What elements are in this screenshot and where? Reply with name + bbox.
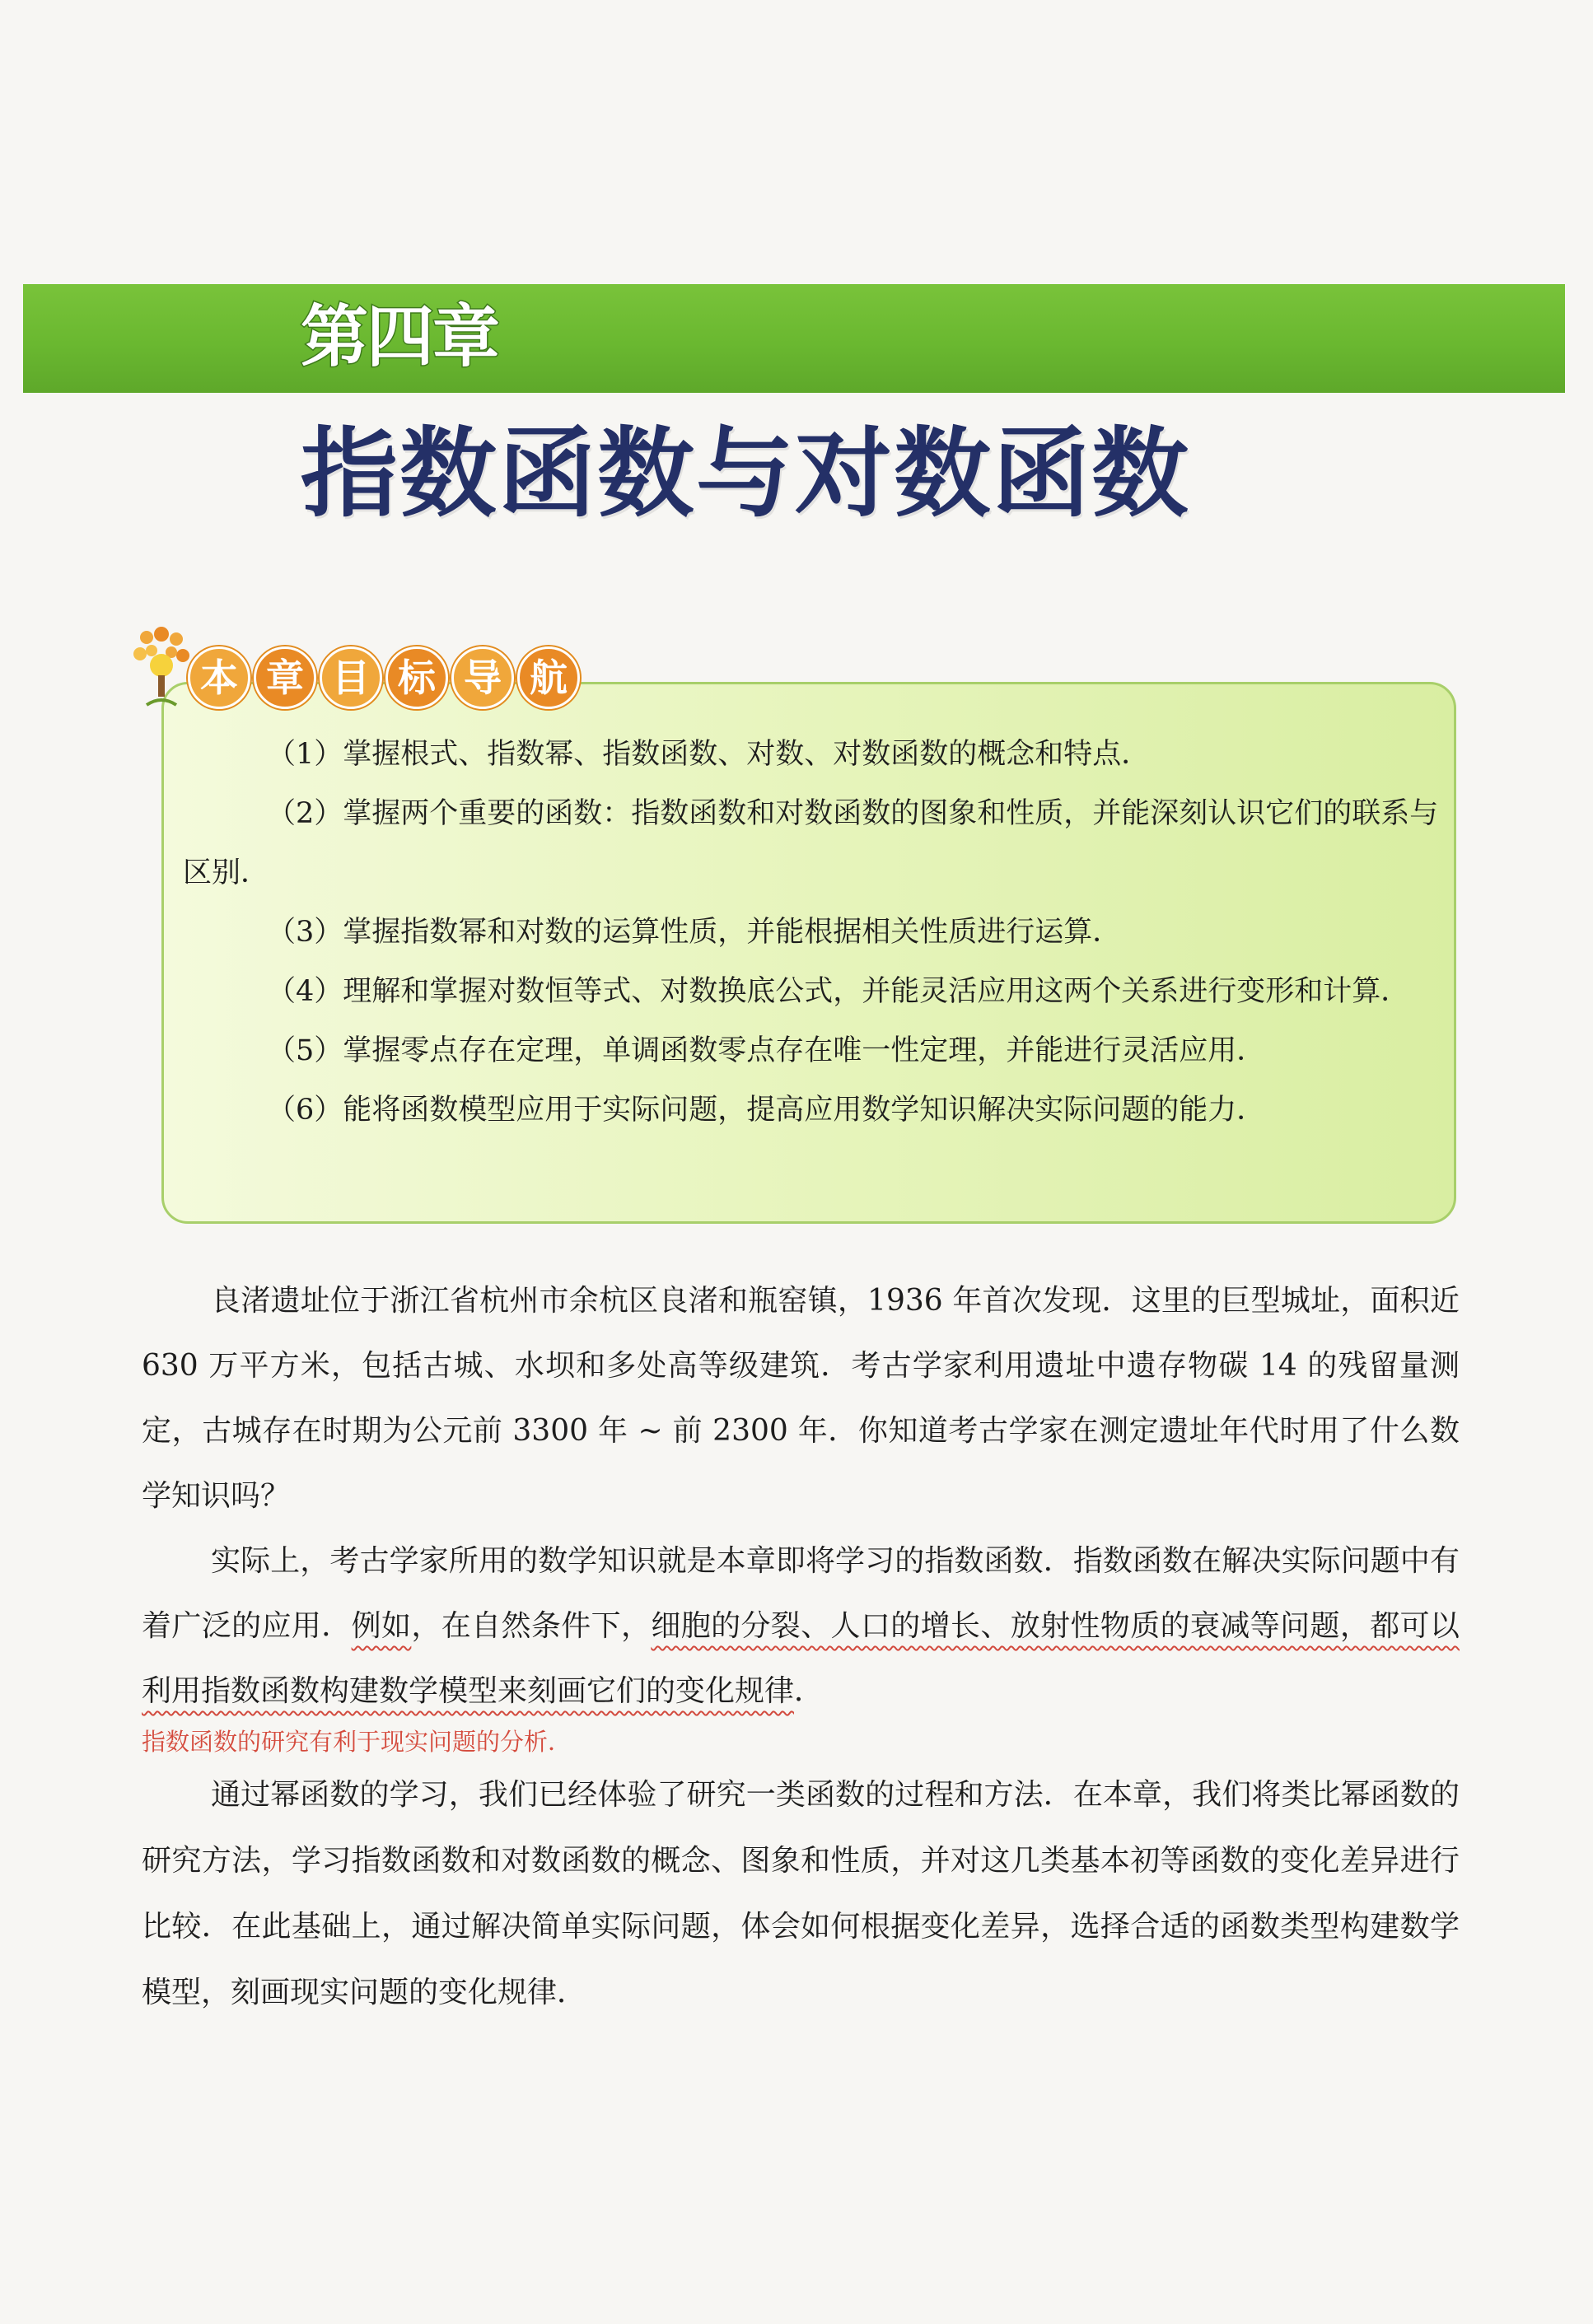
tree-icon [130, 626, 194, 712]
goal-item: （5）掌握零点存在定理，单调函数零点存在唯一性定理，并能进行灵活应用． [267, 1034, 1266, 1067]
goals-header-char: 导 [451, 646, 514, 709]
marked-text: 细胞的分裂、人口的增长、放射性物质的衰减等问题，都可以利用指数函数构建数学模型来刻画它们的变化规律 [142, 1609, 1460, 1708]
intro-text [142, 1268, 1460, 1724]
goals-header [188, 646, 580, 709]
goal-item: （2）掌握两个重要的函数：指数函数和对数函数的图象和性质，并能深刻认识它们的联系与区别． [183, 797, 1439, 889]
goal-item: （6）能将函数模型应用于实际问题，提高应用数学知识解决实际问题的能力． [267, 1094, 1266, 1127]
paragraph-text: ，在自然条件下， [411, 1609, 652, 1643]
paragraph [142, 1528, 1460, 1724]
goals-list [183, 725, 1443, 1140]
annotation-note: 指数函数的研究有利于现实问题的分析． [142, 1728, 572, 1756]
goal-item: （3）掌握指数幂和对数的运算性质，并能根据相关性质进行运算． [267, 916, 1122, 949]
paragraph: 通过幂函数的学习，我们已经体验了研究一类函数的过程和方法．在本章，我们将类比幂函数的研究方法，学习指数函数和对数函数的概念、图象和性质，并对这几类基本初等函数的变化差异进行比较．在此基础上，通过解决简单实际问题，体会如何根据变化差异，选择合适的函数类型构建数学模型，刻画现实问题的变化规律． [142, 1778, 1460, 2009]
marked-text: 例如 [351, 1609, 412, 1643]
chapter-label: 第四章 [301, 298, 499, 376]
goal-item: （4）理解和掌握对数恒等式、对数换底公式，并能灵活应用这两个关系进行变形和计算． [267, 975, 1410, 1008]
goals-header-char: 本 [188, 646, 250, 709]
goals-header-char: 标 [385, 646, 448, 709]
chapter-banner [23, 284, 1565, 393]
paragraph-text: ． [794, 1674, 825, 1708]
goals-header-char: 航 [517, 646, 580, 709]
intro-text-continued [142, 1762, 1460, 2026]
goals-header-char: 章 [254, 646, 316, 709]
goal-item: （1）掌握根式、指数幂、指数函数、对数、对数函数的概念和特点． [267, 738, 1151, 771]
goals-header-char: 目 [320, 646, 382, 709]
paragraph: 良渚遗址位于浙江省杭州市余杭区良渚和瓶窑镇，1936 年首次发现．这里的巨型城址，面积近 630 万平方米，包括古城、水坝和多处高等级建筑．考古学家利用遗址中遗存物碳 14 的残留量测定，古城存在时期为公元前 3300 年 ~ 前 2300 年．你知道考古学家在测定遗址年代时用了什么数学知识吗？ [142, 1284, 1460, 1513]
chapter-title: 指数函数与对数函数 [301, 416, 1191, 530]
paragraph-text: 实际上，考古学家所用的数学知识就是本章即将学习的指数函数．指数函数在解决实际问题中有着广泛的应用． [142, 1544, 1460, 1643]
